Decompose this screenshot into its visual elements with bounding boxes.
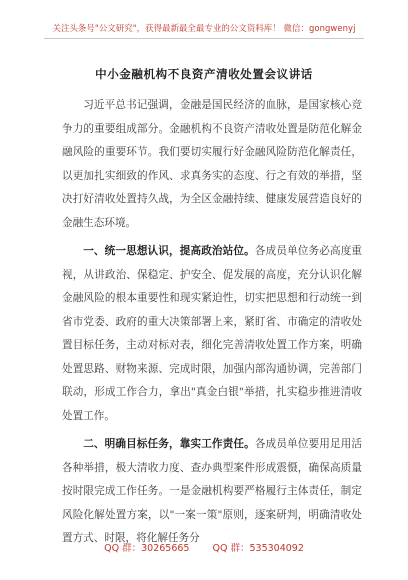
document-title: 中小金融机构不良资产清收处置会议讲话 [95,67,313,81]
paragraph-text: 各成员单位要用足用活各种举措，极大清收力度、查办典型案件形成震慑，确保高质量按时限完成工作任务。一是金融机构要严格履行主体责任，制定风险化解处置方案，以"一案一策"原则，逐案研判，明确清收处置方式、时限，将化解任务分 [62,438,363,544]
footer-qq-group-1: QQ 群：30265665 [104,543,190,554]
footer-qq-group-2: QQ 群：535304092 [212,543,304,554]
header-banner: 关注头条号"公文研究"，获得最新最全最专业的公文资料库！ 微信：gongwenyj [52,23,356,33]
footer-contact [0,540,408,554]
document-body [62,94,362,556]
paragraph [62,94,362,235]
paragraph-text: 各成员单位务必高度重视，从讲政治、保稳定、护安全、促发展的高度，充分认识化解金融风险的根本重要性和现实紧迫性，切实把思想和行动统一到省市党委、政府的重大决策部署上来，紧盯省、市确定的清收处置目标任务，主动对标对表，细化完善清收处置工作方案，明确处置思路、财物来源、完成时限，加强内部沟通协调，完善部门联动，形成工作合力，拿出"真金白银"举措，扎实稳步推进清收处置工作。 [62,245,363,422]
header-divider [44,38,364,39]
paragraph-lead: 二、明确目标任务，靠实工作责任。 [83,438,255,450]
paragraph-lead: 一、统一思想认识，提高政治站位。 [83,245,255,257]
paragraph-text: 习近平总书记强调，金融是国民经济的血脉，是国家核心竞争力的重要组成部分。金融机构不良资产清收处置是防范化解金融风险的重要环节。我们要切实履行好金融风险防范化解责任，以更加扎实细致的作风、求真务实的态度、行之有效的举措，坚决打好清收处置持久战，为全区金融持续、健康发展营造良好的金融生态环境。 [62,99,362,229]
paragraph [62,433,362,551]
paragraph [62,240,362,428]
